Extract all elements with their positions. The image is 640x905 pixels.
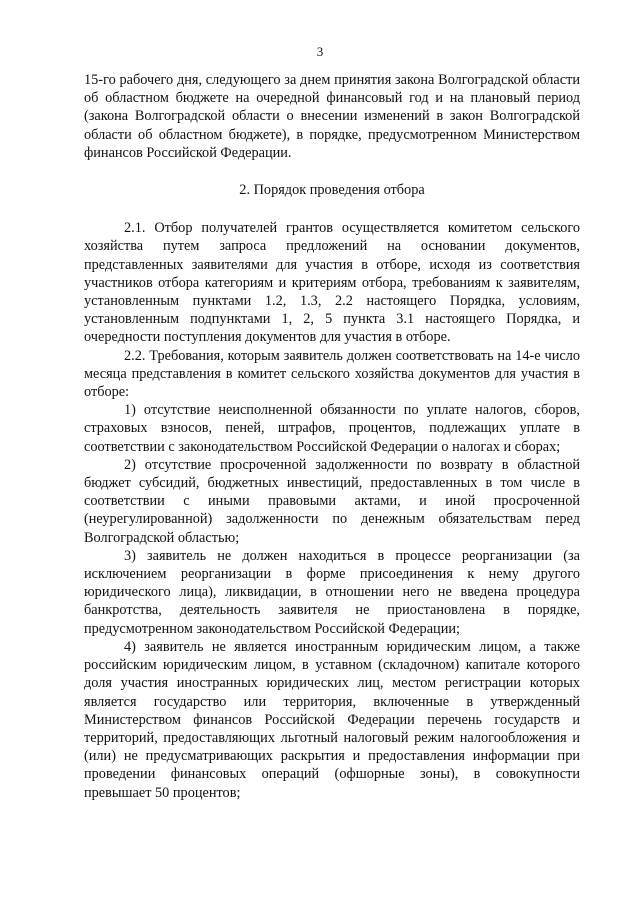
page-number: 3 <box>316 44 324 59</box>
requirement-item-2: 2) отсутствие просроченной задолженности по возврату в областной бюджет субсидий, бюджетных инвестиций, предоставленных в том числе в соответствии с иными правовыми актами, и иной просроченной (неурегулированной) задолженности по денежным обязательствам перед Волгоградской областью; <box>84 456 580 546</box>
requirement-item-3: 3) заявитель не должен находиться в процессе реорганизации (за исключением реорганизации в форме присоединения к нему другого юридического лица), ликвидации, в отношении него не введена процедура банкротства, деятельность заявителя не приостановлена в порядке, предусмотренном законодательством Российской Федерации; <box>84 547 580 637</box>
requirement-item-1: 1) отсутствие неисполненной обязанности по уплате налогов, сборов, страховых взносов, пеней, штрафов, процентов, подлежащих уплате в соответствии с законодательством Российской Федерации о налогах и сборах; <box>84 402 580 455</box>
paragraph-2-2: 2.2. Требования, которым заявитель должен соответствовать на 14-е число месяца представления в комитет сельского хозяйства документов для участия в отборе: <box>84 347 580 401</box>
section-heading: 2. Порядок проведения отбора <box>239 182 425 199</box>
document-body <box>84 71 580 802</box>
intro-paragraph: 15-го рабочего дня, следующего за днем принятия закона Волгоградской области об областном бюджете на очередной финансовый год и на плановый период (закона Волгоградской области о внесении изменений в закон Волгоградской области об областном бюджете), в порядке, предусмотренном Министерством финансов Российской Федерации. <box>84 72 580 161</box>
requirement-item-4: 4) заявитель не является иностранным юридическим лицом, а также российским юридическим лицом, в уставном (складочном) капитале которого доля участия иностранных юридических лиц, местом регистрации которых является государство или территория, включенные в утвержденный Министерством финансов Российской Федерации перечень государств и территорий, предоставляющих льготный налоговый режим налогообложения и (или) не предусматривающих раскрытия и предоставления информации при проведении финансовых операций (офшорные зоны), в совокупности превышает 50 процентов; <box>84 638 580 801</box>
paragraph-2-1: 2.1. Отбор получателей грантов осуществляется комитетом сельского хозяйства путем запроса предложений на основании документов, представленных заявителями для участия в отборе, исходя из соответствия участников отбора категориям и критериям отбора, требованиям к заявителям, установленным пунктами 1.2, 1.3, 2.2 настоящего Порядка, условиям, установленным подпунктами 1, 2, 5 пункта 3.1 настоящего Порядка, и очередности поступления документов для участия в отборе. <box>84 220 580 346</box>
